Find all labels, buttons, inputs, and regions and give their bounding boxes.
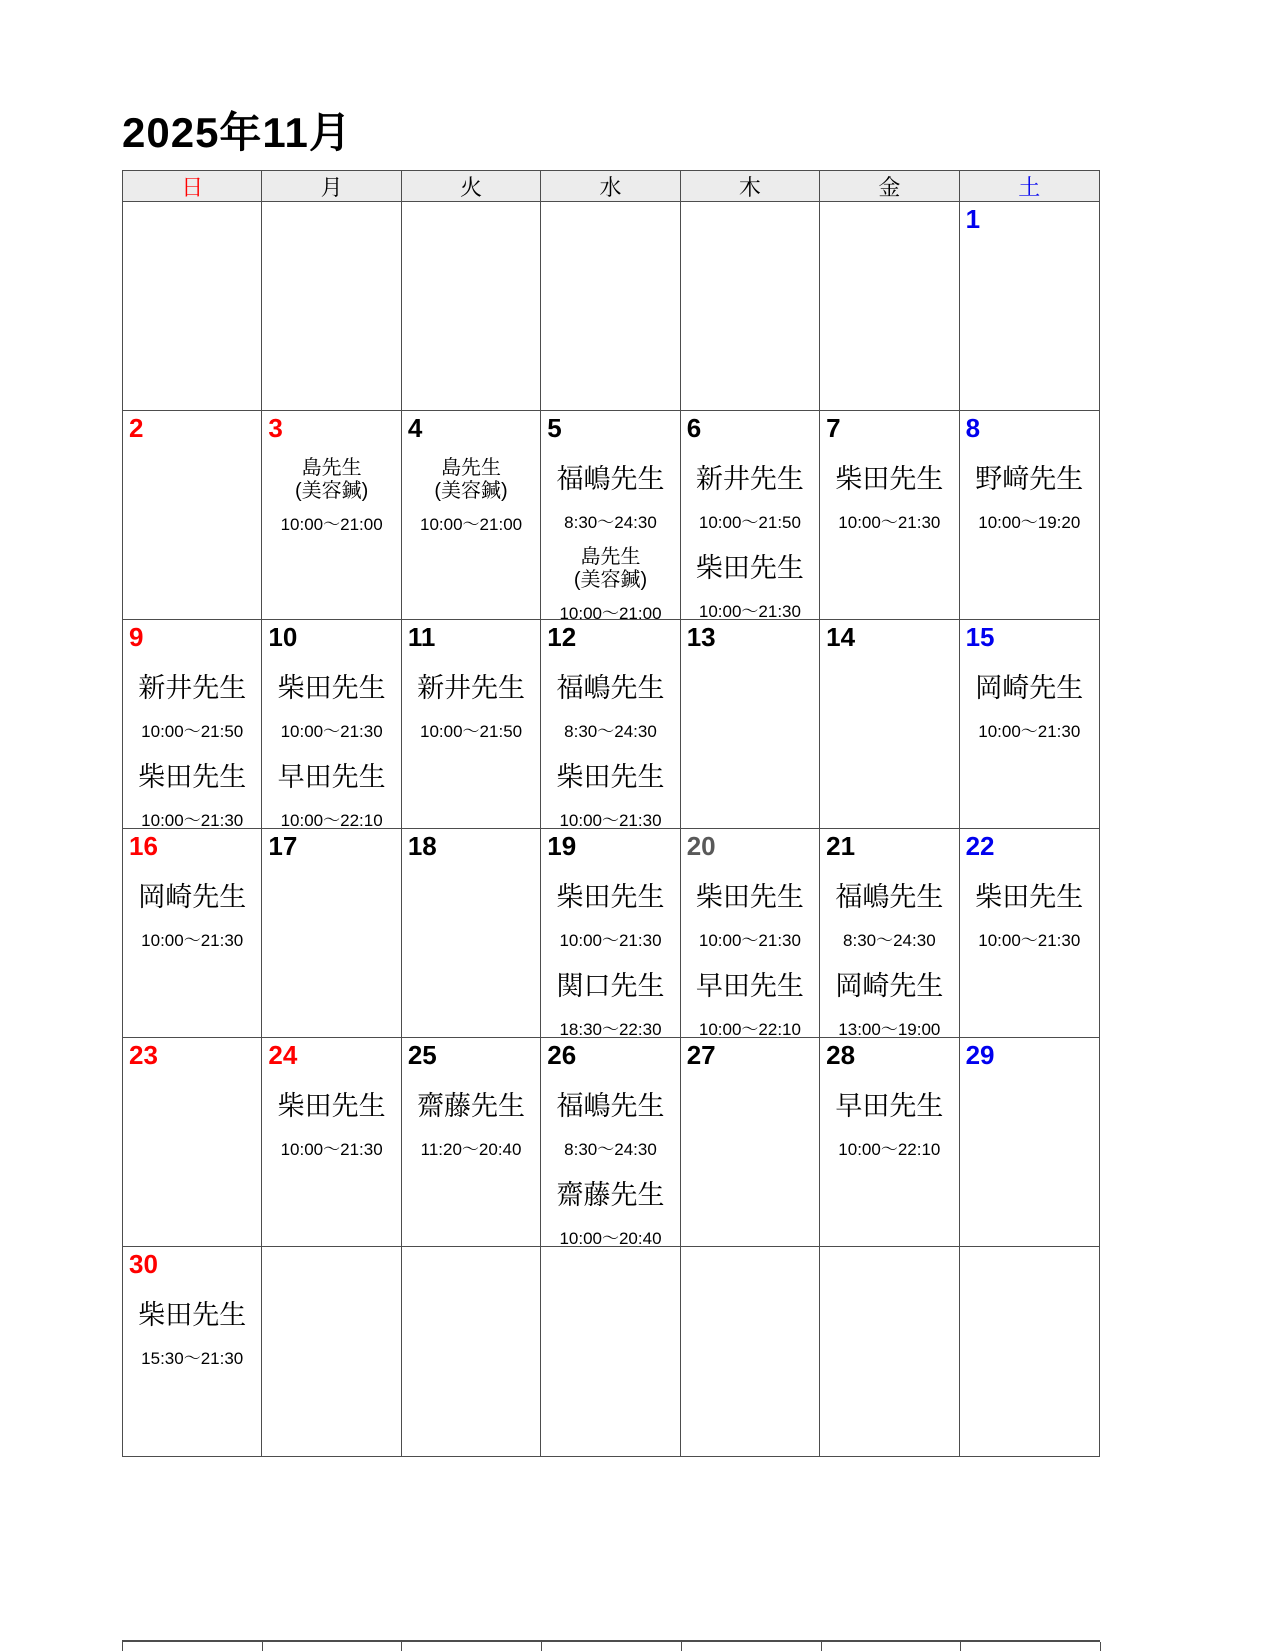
schedule-entry <box>278 741 386 829</box>
staff-name: 新井先生 <box>417 673 526 703</box>
staff-name: 野﨑先生 <box>975 464 1084 494</box>
day-number: 26 <box>547 1040 577 1070</box>
staff-name: 早田先生 <box>277 762 386 792</box>
staff-time: 10:00〜21:50 <box>420 722 523 741</box>
day-cell <box>262 1247 401 1456</box>
schedule-entry <box>556 741 664 829</box>
staff-name: 柴田先生 <box>695 882 804 912</box>
staff-time: 8:30〜24:30 <box>564 1140 657 1159</box>
weekday-header-cell: 木 <box>681 171 820 202</box>
day-number: 5 <box>547 413 562 443</box>
staff-time: 10:00〜21:00 <box>559 604 662 620</box>
staff-time: 10:00〜19:20 <box>978 513 1081 532</box>
cell-entries <box>820 443 958 532</box>
staff-name: 関口先生 <box>556 971 665 1001</box>
staff-time: 10:00〜21:30 <box>698 602 801 620</box>
day-cell <box>402 829 541 1038</box>
cell-entries <box>262 443 400 534</box>
cell-entries <box>262 1070 400 1159</box>
staff-time: 10:00〜21:00 <box>280 515 383 534</box>
cell-entries <box>960 861 1099 950</box>
day-cell <box>820 202 959 411</box>
schedule-entry <box>975 652 1083 741</box>
staff-time: 10:00〜21:30 <box>141 931 244 950</box>
schedule-entry <box>138 741 246 829</box>
staff-name: 柴田先生 <box>556 882 665 912</box>
day-cell <box>541 1038 680 1247</box>
staff-name: 柴田先生 <box>556 762 665 792</box>
schedule-entry <box>835 950 943 1038</box>
day-number: 4 <box>407 413 423 443</box>
day-cell <box>960 202 1099 411</box>
staff-name: 島先生 <box>441 457 502 479</box>
staff-name: 島先生 <box>580 546 641 568</box>
schedule-entry <box>138 1279 246 1368</box>
staff-name: 柴田先生 <box>138 762 247 792</box>
staff-name: 新井先生 <box>695 464 804 494</box>
staff-name: 福嶋先生 <box>556 464 665 494</box>
day-cell <box>402 1247 541 1456</box>
day-cell <box>262 829 401 1038</box>
weekday-header-cell: 金 <box>820 171 959 202</box>
day-cell <box>541 829 680 1038</box>
day-number: 17 <box>268 831 298 861</box>
staff-time: 10:00〜21:30 <box>280 1140 383 1159</box>
day-number: 6 <box>686 413 702 443</box>
staff-time: 10:00〜21:50 <box>141 722 244 741</box>
day-cell <box>402 202 541 411</box>
cell-entries <box>402 1070 540 1159</box>
staff-name: 岡崎先生 <box>975 673 1084 703</box>
staff-time: 10:00〜22:10 <box>698 1020 801 1038</box>
schedule-entry <box>696 861 804 950</box>
day-number: 27 <box>686 1040 716 1070</box>
staff-time: 13:00〜19:00 <box>838 1020 941 1038</box>
day-number: 2 <box>129 413 144 443</box>
cell-entries <box>123 1279 261 1368</box>
day-number: 20 <box>686 831 716 861</box>
schedule-entry <box>559 532 661 620</box>
cell-entries <box>402 652 540 741</box>
day-cell <box>123 411 262 620</box>
staff-name: 岡崎先生 <box>835 971 944 1001</box>
cell-entries <box>541 861 679 1038</box>
day-cell <box>960 1247 1099 1456</box>
schedule-entry <box>696 950 804 1038</box>
schedule-entry <box>281 443 383 534</box>
day-number: 19 <box>547 831 577 861</box>
schedule-entry <box>835 1070 943 1159</box>
day-cell <box>123 202 262 411</box>
day-cell <box>960 411 1099 620</box>
week-row <box>123 1038 1099 1247</box>
cell-entries <box>681 443 819 620</box>
schedule-entry <box>420 443 522 534</box>
cell-entries <box>123 861 261 950</box>
staff-time: 10:00〜21:30 <box>698 931 801 950</box>
staff-time: 10:00〜21:30 <box>141 811 244 829</box>
day-number: 1 <box>965 204 981 234</box>
schedule-entry <box>417 1070 525 1159</box>
staff-time: 8:30〜24:30 <box>564 722 657 741</box>
staff-time: 10:00〜21:30 <box>280 722 383 741</box>
cell-entries <box>541 443 679 620</box>
day-cell <box>402 620 541 829</box>
day-number: 23 <box>129 1040 158 1070</box>
cell-entries <box>960 652 1099 741</box>
week-row <box>123 620 1099 829</box>
staff-time: 10:00〜21:30 <box>559 931 662 950</box>
day-number: 16 <box>129 831 158 861</box>
day-number: 25 <box>407 1040 437 1070</box>
day-number: 15 <box>965 622 995 652</box>
staff-name: 柴田先生 <box>277 1091 386 1121</box>
weekday-header-cell: 月 <box>262 171 401 202</box>
weekday-header-cell: 日 <box>123 171 262 202</box>
schedule-entry <box>835 861 943 950</box>
day-number: 30 <box>129 1249 158 1279</box>
day-number: 21 <box>826 831 856 861</box>
staff-time: 10:00〜21:30 <box>978 931 1081 950</box>
schedule-entry <box>556 652 664 741</box>
day-cell <box>820 1247 959 1456</box>
weekday-header-row <box>123 171 1099 202</box>
day-cell <box>681 620 820 829</box>
staff-name: 早田先生 <box>695 971 804 1001</box>
cell-entries <box>123 652 261 829</box>
day-cell <box>402 411 541 620</box>
schedule-entry <box>556 950 664 1038</box>
calendar-title: 2025年11月 <box>122 109 352 156</box>
day-cell <box>123 829 262 1038</box>
day-cell <box>681 202 820 411</box>
day-cell <box>402 1038 541 1247</box>
calendar-table <box>122 170 1100 1457</box>
staff-name: 早田先生 <box>835 1091 944 1121</box>
weekday-header-cell: 火 <box>402 171 541 202</box>
day-number: 11 <box>407 622 436 652</box>
staff-time: 10:00〜21:30 <box>838 513 941 532</box>
day-cell <box>820 620 959 829</box>
day-cell <box>541 620 680 829</box>
day-number: 22 <box>965 831 995 861</box>
schedule-entry <box>556 1070 664 1159</box>
staff-time: 10:00〜21:50 <box>698 513 801 532</box>
staff-name: 柴田先生 <box>975 882 1084 912</box>
staff-name: 柴田先生 <box>277 673 386 703</box>
day-number: 28 <box>826 1040 856 1070</box>
staff-time: 8:30〜24:30 <box>843 931 936 950</box>
schedule-entry <box>417 652 525 741</box>
weekday-header-cell: 土 <box>1018 175 1041 200</box>
staff-time: 10:00〜21:30 <box>978 722 1081 741</box>
day-number: 12 <box>547 622 577 652</box>
cell-entries <box>402 443 540 534</box>
day-number: 8 <box>965 413 981 443</box>
staff-time: 10:00〜21:30 <box>559 811 662 829</box>
day-cell <box>681 1247 820 1456</box>
schedule-entry <box>975 861 1083 950</box>
cell-entries <box>820 1070 958 1159</box>
staff-time: 15:30〜21:30 <box>141 1349 244 1368</box>
day-number: 10 <box>268 622 298 652</box>
staff-name: 柴田先生 <box>835 464 944 494</box>
weekday-header-cell: 水 <box>541 171 680 202</box>
calendar-weeks <box>123 202 1099 1456</box>
day-number: 13 <box>686 622 716 652</box>
day-number: 7 <box>826 413 841 443</box>
week-row <box>123 1247 1099 1456</box>
staff-name: 柴田先生 <box>138 1300 247 1330</box>
cell-entries <box>262 652 400 829</box>
staff-time: 11:20〜20:40 <box>420 1140 522 1159</box>
schedule-entry <box>696 443 804 532</box>
schedule-entry <box>975 443 1083 532</box>
staff-time: 10:00〜21:00 <box>420 515 523 534</box>
day-cell <box>541 202 680 411</box>
staff-name: 福嶋先生 <box>556 1091 665 1121</box>
day-cell <box>960 620 1099 829</box>
week-row <box>123 411 1099 620</box>
schedule-entry <box>835 443 943 532</box>
day-cell <box>123 1247 262 1456</box>
staff-name: 齋藤先生 <box>556 1180 665 1210</box>
staff-name: 柴田先生 <box>695 553 804 583</box>
staff-time: 18:30〜22:30 <box>559 1020 662 1038</box>
day-cell <box>681 411 820 620</box>
staff-name-sub: (美容鍼) <box>573 569 648 591</box>
cell-entries <box>820 861 958 1038</box>
cell-entries <box>960 443 1099 532</box>
day-cell <box>262 1038 401 1247</box>
staff-time: 10:00〜22:10 <box>280 811 383 829</box>
schedule-entry <box>278 1070 386 1159</box>
day-cell <box>541 411 680 620</box>
cell-entries <box>541 652 679 829</box>
day-number: 18 <box>407 831 437 861</box>
schedule-entry <box>556 1159 664 1247</box>
cell-entries <box>541 1070 679 1247</box>
staff-name: 岡崎先生 <box>138 882 247 912</box>
day-cell <box>820 1038 959 1247</box>
day-number: 3 <box>268 413 283 443</box>
day-cell <box>820 829 959 1038</box>
schedule-entry <box>278 652 386 741</box>
staff-name: 福嶋先生 <box>556 673 665 703</box>
day-cell <box>123 1038 262 1247</box>
schedule-entry <box>696 532 804 620</box>
staff-name-sub: (美容鍼) <box>434 480 508 502</box>
day-cell <box>681 1038 820 1247</box>
staff-time: 10:00〜22:10 <box>838 1140 941 1159</box>
staff-name-sub: (美容鍼) <box>294 480 369 502</box>
day-cell <box>262 411 401 620</box>
schedule-entry <box>138 652 246 741</box>
day-number: 24 <box>268 1040 298 1070</box>
day-cell <box>681 829 820 1038</box>
day-cell <box>820 411 959 620</box>
week-row <box>123 829 1099 1038</box>
day-cell <box>541 1247 680 1456</box>
staff-name: 新井先生 <box>138 673 247 703</box>
staff-name: 齋藤先生 <box>417 1091 526 1121</box>
cell-entries <box>681 861 819 1038</box>
day-cell <box>960 829 1099 1038</box>
day-number: 29 <box>965 1040 995 1070</box>
day-cell <box>960 1038 1099 1247</box>
staff-time: 10:00〜20:40 <box>559 1229 662 1247</box>
week-row <box>123 202 1099 411</box>
next-month-table-top-edge <box>122 1640 1100 1650</box>
schedule-entry <box>556 861 664 950</box>
staff-name: 福嶋先生 <box>835 882 944 912</box>
day-number: 9 <box>129 622 144 652</box>
day-cell <box>262 202 401 411</box>
day-cell <box>123 620 262 829</box>
schedule-entry <box>138 861 246 950</box>
day-number: 14 <box>826 622 856 652</box>
schedule-entry <box>556 443 664 532</box>
staff-time: 8:30〜24:30 <box>564 513 657 532</box>
staff-name: 島先生 <box>301 457 362 479</box>
day-cell <box>262 620 401 829</box>
